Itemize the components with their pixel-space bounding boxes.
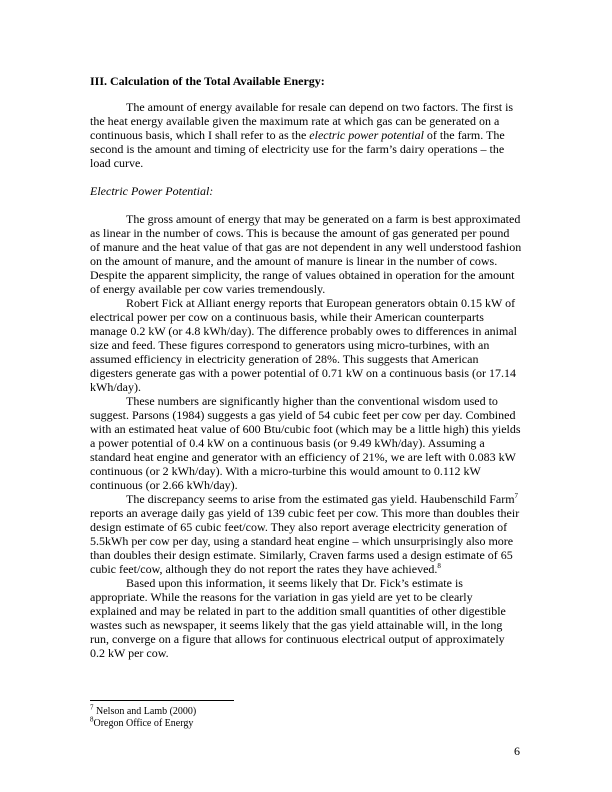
section-heading: III. Calculation of the Total Available Energy:	[90, 74, 325, 88]
footnote-7-number: 7	[90, 703, 94, 712]
paragraph-3: These numbers are significantly higher than the conventional wisdom used to suggest. Parsons (1984) suggests a gas yield of 54 cubic feet per cow per day. Combined with an estimated heat value of 600 Btu/cubic foot (which may be a little high) this yields a power potential of 0.4 kW on a continuous basis (or 9.49 kWh/day). Assuming a standard heat engine and generator with an efficiency of 21%, we are left with 0.083 kW continuous (or 2 kWh/day). With a micro-turbine this would amount to 0.112 kW continuous (or 2.66 kWh/day).	[90, 394, 521, 492]
body-text	[90, 212, 522, 660]
subheading: Electric Power Potential:	[90, 184, 214, 198]
footnotes	[90, 703, 197, 730]
intro-text-1: The amount of energy available for resale can depend on two factors. The first is the heat energy available given the maximum rate at which gas can be generated on a continuous basis, which I shall refer to as the	[90, 100, 514, 142]
intro-paragraph	[90, 100, 522, 170]
paragraph-2: Robert Fick at Alliant energy reports that European generators obtain 0.15 kW of electrical power per cow on a continuous basis, while their American counterparts manage 0.2 kW (or 4.8 kWh/day). The difference probably owes to differences in animal size and feed. These figures correspond to generators using micro-turbines, with an assumed efficiency in electricity generation of 28%. This suggests that American digesters generate gas with a power potential of 0.71 kW on a continuous basis (or 17.14 kWh/day).	[90, 296, 517, 394]
footnote-8-text: Oregon Office of Energy	[93, 718, 194, 729]
footnote-7-text: Nelson and Lamb (2000)	[93, 706, 197, 717]
paragraph-1: The gross amount of energy that may be generated on a farm is best approximated as linear in the number of cows. This is because the amount of gas generated per pound of manure and the heat value of that gas are not dependent in any well understood fashion on the amount of manure, and the amount of manure is linear in the number of cows. Despite the apparent simplicity, the range of values obtained in operation for the amount of energy available per cow varies tremendously.	[90, 212, 522, 296]
paragraph-4	[90, 492, 522, 576]
intro-text-2: of the farm. The second is the amount and timing of electricity use for the farm’s dairy operations – the load curve.	[90, 128, 505, 170]
footnote-8	[90, 715, 196, 730]
paragraph-5: Based upon this information, it seems likely that Dr. Fick’s estimate is appropriate. While the reasons for the variation in gas yield are yet to be clearly explained and may be related in part to the addition small quantities of other digestible wastes such as newspaper, it seems likely that the gas yield attainable will, in the long run, converge on a figure that allows for continuous electrical output of approximately 0.2 kW per cow.	[90, 576, 506, 660]
page-number: 6	[514, 744, 520, 758]
footnote-ref-7: 7	[514, 492, 519, 500]
paragraph-4-text-1: The discrepancy seems to arise from the estimated gas yield. Haubenschild Farm	[126, 492, 515, 506]
footnote-7	[90, 703, 197, 718]
intro-italic-term: electric power potential	[309, 128, 424, 142]
paragraph-4-text-2: reports an average daily gas yield of 139 cubic feet per cow. This more than doubles their design estimate of 65 cubic feet/cow. They also report average electricity generation of 5.5kWh per cow per day, using a standard heat engine – which unsurprisingly also more than doubles their design estimate. Similarly, Craven farms used a design estimate of 65 cubic feet/cow, although they do not report the rates they have achieved.	[90, 506, 520, 576]
footnote-divider	[90, 700, 234, 701]
footnote-8-number: 8	[90, 715, 94, 724]
footnote-ref-8: 8	[437, 562, 441, 570]
